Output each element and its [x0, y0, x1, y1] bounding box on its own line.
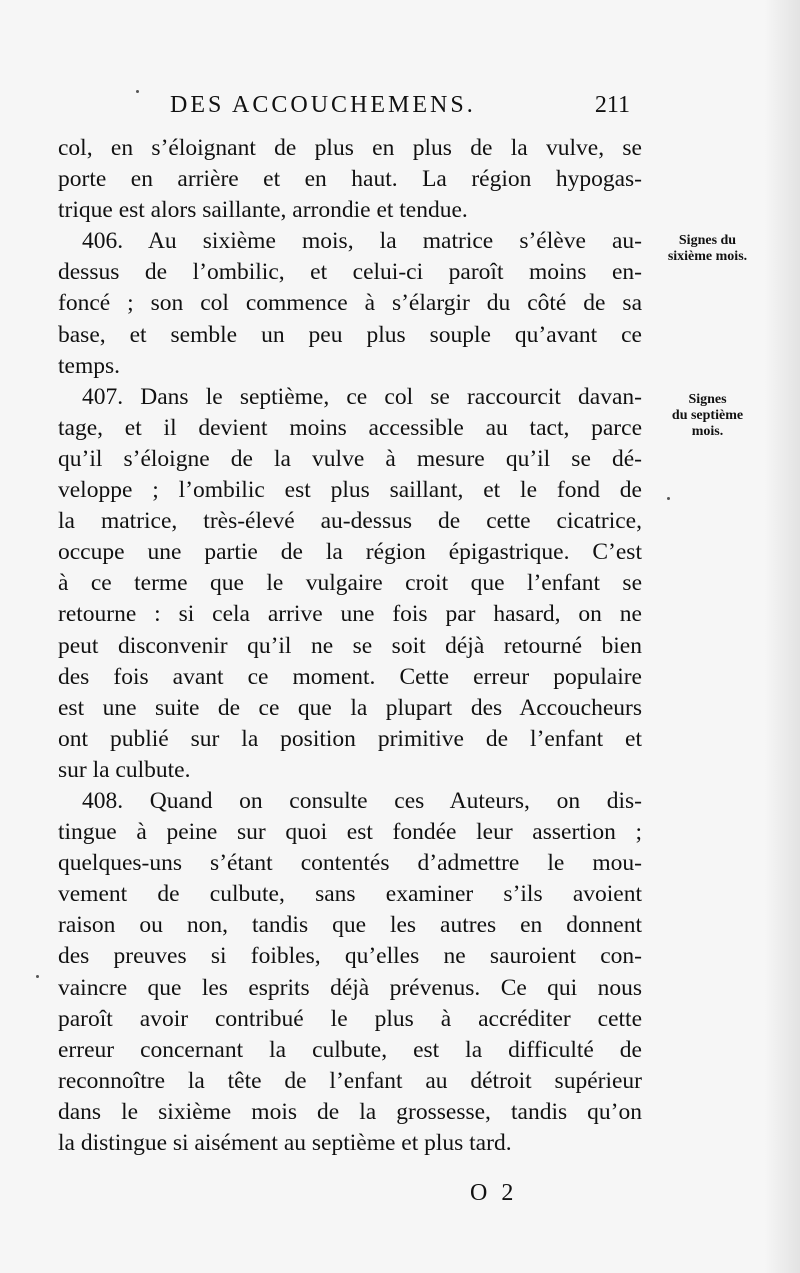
margin-note-line: Signes: [688, 392, 727, 407]
text-line: est une suite de ce que la plupart des Accoucheurs: [58, 694, 642, 721]
text-line: des fois avant ce moment. Cette erreur populaire: [58, 663, 642, 690]
text-line: retourne : si cela arrive une fois par hasard, on ne: [58, 601, 642, 628]
margin-note-line: sixième mois.: [667, 249, 748, 264]
text-line: vement de culbute, sans examiner s’ils avoient: [58, 881, 642, 908]
running-header: [170, 92, 630, 124]
paragraph-406-start: 406. Au sixième mois, la matrice s’élève au-: [82, 228, 642, 255]
ink-speck: [136, 90, 139, 93]
running-title: DES ACCOUCHEMENS.: [170, 92, 476, 118]
signature-mark: O 2: [470, 1180, 518, 1206]
page-number: 211: [594, 92, 630, 118]
margin-note-sixth-month: [650, 233, 765, 265]
text-line: qu’il s’éloigne de la vulve à mesure qu’il se dé-: [58, 445, 642, 472]
paragraph-408-start: 408. Quand on consulte ces Auteurs, on dis-: [82, 787, 642, 814]
margin-note-seventh-month: [650, 392, 765, 440]
paragraph-407-start: 407. Dans le septième, ce col se raccourcit davan-: [82, 383, 642, 410]
text-line: occupe une partie de la région épigastrique. C’est: [58, 539, 642, 566]
margin-note-line: Signes du: [678, 233, 737, 248]
margin-note-line: mois.: [691, 424, 724, 439]
text-line: tingue à peine sur quoi est fondée leur assertion ;: [58, 819, 642, 846]
ink-speck: [36, 975, 39, 978]
text-line: paroît avoir contribué le plus à accréditer cette: [58, 1005, 642, 1032]
text-line: à ce terme que le vulgaire croit que l’enfant se: [58, 570, 642, 597]
page-body-text: [58, 133, 642, 1159]
text-line: foncé ; son col commence à s’élargir du côté de sa: [58, 290, 642, 317]
text-line: la matrice, très-élevé au-dessus de cette cicatrice,: [58, 508, 642, 535]
margin-note-line: du septième: [671, 408, 744, 423]
text-line: dessus de l’ombilic, et celui-ci paroît moins en-: [58, 259, 642, 286]
text-line: base, et semble un peu plus souple qu’avant ce: [58, 321, 642, 348]
ink-speck: [667, 497, 670, 500]
text-line: quelques-uns s’étant contentés d’admettre le mou-: [58, 850, 642, 877]
text-line: tage, et il devient moins accessible au tact, parce: [58, 414, 642, 441]
text-line: raison ou non, tandis que les autres en donnent: [58, 912, 642, 939]
text-line: ont publié sur la position primitive de l’enfant et: [58, 725, 642, 752]
text-line: dans le sixième mois de la grossesse, tandis qu’on: [58, 1098, 642, 1125]
text-line: trique est alors saillante, arrondie et tendue.: [58, 197, 468, 224]
text-line: porte en arrière et en haut. La région hypogas-: [58, 166, 642, 193]
text-line: reconnoître la tête de l’enfant au détroit supérieur: [58, 1067, 642, 1094]
text-line: temps.: [58, 352, 121, 379]
text-line: la distingue si aisément au septième et plus tard.: [58, 1130, 512, 1156]
text-line: veloppe ; l’ombilic est plus saillant, et le fond de: [58, 477, 642, 504]
page-edge-shadow: [764, 0, 800, 1273]
text-line: des preuves si foibles, qu’elles ne sauroient con-: [58, 943, 642, 970]
text-line: peut disconvenir qu’il ne se soit déjà retourné bien: [58, 632, 642, 659]
text-line: erreur concernant la culbute, est la difficulté de: [58, 1036, 642, 1063]
text-line: vaincre que les esprits déjà prévenus. Ce qui nous: [58, 974, 642, 1001]
text-line: col, en s’éloignant de plus en plus de la vulve, se: [58, 135, 642, 161]
text-line: sur la culbute.: [58, 756, 191, 783]
